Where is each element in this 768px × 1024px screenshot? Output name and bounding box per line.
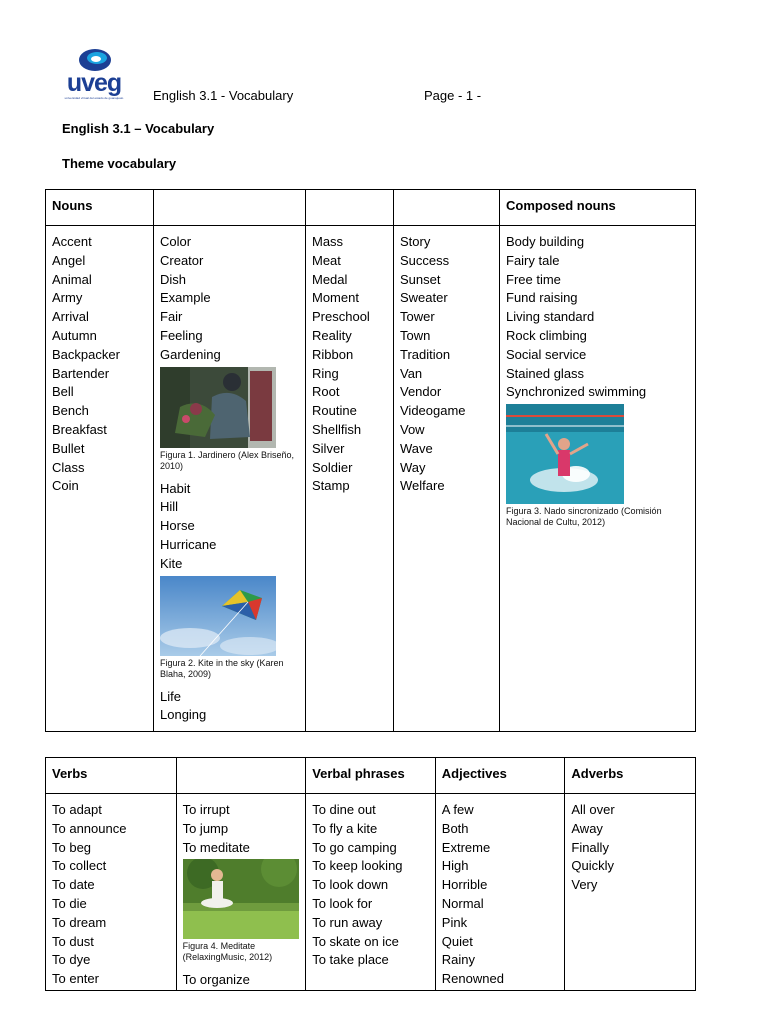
vocab-word: Ring	[312, 365, 339, 381]
vocab-word: Rainy	[441, 952, 476, 968]
vocab-word: Way	[400, 459, 426, 475]
vocab-word: Mass	[312, 234, 344, 249]
vocab-word: To look down	[312, 877, 389, 893]
nouns-column-2	[154, 226, 306, 732]
vocab-word: Habit	[160, 480, 191, 496]
vocab-word: Root	[312, 384, 340, 400]
vocab-word: Color	[160, 234, 192, 249]
vocab-word: Meat	[312, 252, 341, 268]
figure-meditate	[183, 859, 300, 963]
vocab-word: Sunset	[400, 271, 441, 287]
vocab-word: Vendor	[400, 384, 442, 400]
vocab-word: To organize	[182, 972, 250, 988]
adjectives-column	[435, 794, 565, 991]
vocab-word: Medal	[312, 271, 348, 287]
header-empty	[306, 190, 394, 226]
vocab-word: To irrupt	[182, 802, 230, 817]
verbs-column-2	[176, 794, 306, 991]
vocab-word: Silver	[312, 440, 345, 456]
vocab-word: Bullet	[52, 440, 85, 456]
vocab-word: Preschool	[312, 309, 370, 325]
figure-2-caption: Figura 2. Kite in the sky (Karen Blaha, 2009)	[160, 657, 284, 679]
vocab-word: Quiet	[441, 933, 473, 949]
page-heading: English 3.1 – Vocabulary	[62, 121, 215, 136]
vocab-word: Gardening	[160, 346, 221, 362]
vocab-word: To go camping	[312, 839, 397, 855]
vocab-word: Body building	[506, 234, 585, 249]
vocab-word: Stamp	[312, 478, 350, 494]
figure-kite	[160, 576, 299, 680]
figure-gardener	[160, 367, 299, 472]
page-subheading: Theme vocabulary	[62, 156, 177, 171]
vocab-word: To take place	[312, 952, 389, 968]
logo-text: uveg	[66, 69, 122, 97]
vocab-word: To meditate	[182, 839, 250, 855]
vocab-word: To fly a kite	[312, 820, 378, 836]
vocab-word: To look for	[312, 895, 373, 911]
vocab-word: Very	[571, 877, 598, 893]
nouns-column-3	[306, 226, 394, 732]
vocab-word: Shellfish	[312, 421, 362, 437]
vocab-word: Tradition	[400, 346, 451, 362]
vocab-word: Kite	[160, 555, 183, 571]
vocab-word: Class	[52, 459, 85, 475]
vocab-word: Example	[160, 290, 211, 306]
vocab-word: To beg	[52, 839, 92, 855]
vocab-word: Social service	[506, 346, 587, 362]
vocab-word: Sweater	[400, 290, 448, 306]
vocab-word: Soldier	[312, 459, 353, 475]
nouns-column-4	[394, 226, 500, 732]
vocab-word: Tower	[400, 309, 435, 325]
vocab-word: Arrival	[52, 309, 89, 325]
vocab-word: Van	[400, 365, 423, 381]
vocab-word: Feeling	[160, 327, 203, 343]
vocab-word: Animal	[52, 271, 92, 287]
header-empty	[154, 190, 306, 226]
header-verbs: Verbs	[46, 758, 177, 794]
vocab-word: To skate on ice	[312, 933, 399, 949]
vocab-word: To dye	[52, 952, 91, 968]
vocab-word: Backpacker	[52, 346, 120, 362]
vocab-word: Army	[52, 290, 83, 306]
vocab-word: To keep looking	[312, 858, 403, 874]
vocab-word: Free time	[506, 271, 561, 287]
vocab-word: Bell	[52, 384, 74, 400]
swimmer-photo	[506, 404, 624, 504]
vocab-word: Away	[571, 820, 603, 836]
vocab-word: Hurricane	[160, 536, 217, 552]
vocab-word: All over	[571, 802, 615, 817]
vocab-word: Bench	[52, 403, 89, 419]
vocab-word: Pink	[441, 914, 468, 930]
vocab-word: Horrible	[441, 877, 488, 893]
kite-photo	[160, 576, 276, 656]
nouns-column-1	[46, 226, 154, 732]
meditate-photo	[183, 859, 299, 939]
vocab-word: Reality	[312, 327, 352, 343]
vocab-word: Wave	[400, 440, 433, 456]
adverbs-column	[565, 794, 696, 991]
vocab-word: To announce	[52, 820, 127, 836]
vocab-word: To adapt	[52, 802, 102, 817]
vocab-word: Videogame	[400, 403, 466, 419]
vocab-word: Extreme	[441, 839, 491, 855]
verbal-phrases-column	[306, 794, 436, 991]
vocab-word: Town	[400, 327, 431, 343]
header-adjectives: Adjectives	[435, 758, 565, 794]
vocab-word: Living standard	[506, 309, 595, 325]
vocab-word: Autumn	[52, 327, 97, 343]
vocab-word: Moment	[312, 290, 359, 306]
figure-4-caption: Figura 4. Meditate (RelaxingMusic, 2012)	[182, 941, 273, 963]
vocab-word: Welfare	[400, 478, 445, 494]
page-number: Page - 1 -	[424, 88, 482, 103]
vocab-word: Dish	[160, 271, 187, 287]
vocab-word: Finally	[571, 839, 609, 855]
vocab-word: Horse	[160, 518, 195, 534]
vocab-word: To die	[52, 895, 87, 911]
vocab-word: To jump	[182, 820, 229, 836]
verbs-column-1	[46, 794, 177, 991]
header-adverbs: Adverbs	[565, 758, 696, 794]
logo-subtext: universidad virtual del estado de guanajuato	[64, 96, 124, 100]
vocab-word: Fair	[160, 309, 183, 325]
uveg-logo	[62, 46, 126, 102]
vocab-word: To dream	[52, 914, 107, 930]
vocab-word: Quickly	[571, 858, 614, 874]
header-nouns: Nouns	[46, 190, 154, 226]
vocab-word: Hill	[160, 499, 179, 515]
vocab-word: Creator	[160, 252, 204, 268]
header-verbal-phrases: Verbal phrases	[306, 758, 436, 794]
vocab-word: Longing	[160, 707, 207, 723]
nouns-table	[45, 189, 696, 732]
vocab-word: Fairy tale	[506, 252, 560, 268]
vocab-word: Coin	[52, 478, 79, 494]
vocab-word: Both	[441, 820, 469, 836]
vocab-word: To collect	[52, 858, 107, 874]
vocab-word: Renowned	[441, 971, 504, 987]
vocab-word: To run away	[312, 914, 383, 930]
vocab-word: Rock climbing	[506, 327, 587, 343]
composed-nouns-column	[500, 226, 696, 732]
verbs-table	[45, 757, 696, 991]
header-empty	[394, 190, 500, 226]
vocab-word: Synchronized swimming	[506, 384, 647, 400]
header-composed-nouns: Composed nouns	[500, 190, 696, 226]
vocab-word: Ribbon	[312, 346, 354, 362]
gardener-photo	[160, 367, 276, 448]
figure-1-caption: Figura 1. Jardinero (Alex Briseño, 2010)	[160, 449, 295, 471]
vocab-word: Breakfast	[52, 421, 107, 437]
vocab-word: Stained glass	[506, 365, 585, 381]
vocab-word: A few	[441, 802, 474, 817]
vocab-word: To dine out	[312, 802, 376, 817]
vocab-word: Vow	[400, 421, 425, 437]
vocab-word: To dust	[52, 933, 94, 949]
vocab-word: Life	[160, 688, 181, 704]
vocab-word: High	[441, 858, 469, 874]
vocab-word: To date	[52, 877, 95, 893]
vocab-word: Angel	[52, 252, 86, 268]
vocab-word: Bartender	[52, 365, 110, 381]
vocab-word: Routine	[312, 403, 357, 419]
vocab-word: Story	[400, 234, 431, 249]
figure-synchronized-swimming	[506, 404, 689, 528]
vocab-word: Normal	[441, 895, 484, 911]
vocab-word: To enter	[52, 971, 99, 987]
vocab-word: Fund raising	[506, 290, 578, 306]
vocab-word: Success	[400, 252, 450, 268]
document-title: English 3.1 - Vocabulary	[153, 88, 294, 103]
figure-3-caption: Figura 3. Nado sincronizado (Comisión Nacional de Cultu, 2012)	[506, 506, 662, 528]
vocab-word: Accent	[52, 234, 92, 249]
header-empty	[176, 758, 306, 794]
